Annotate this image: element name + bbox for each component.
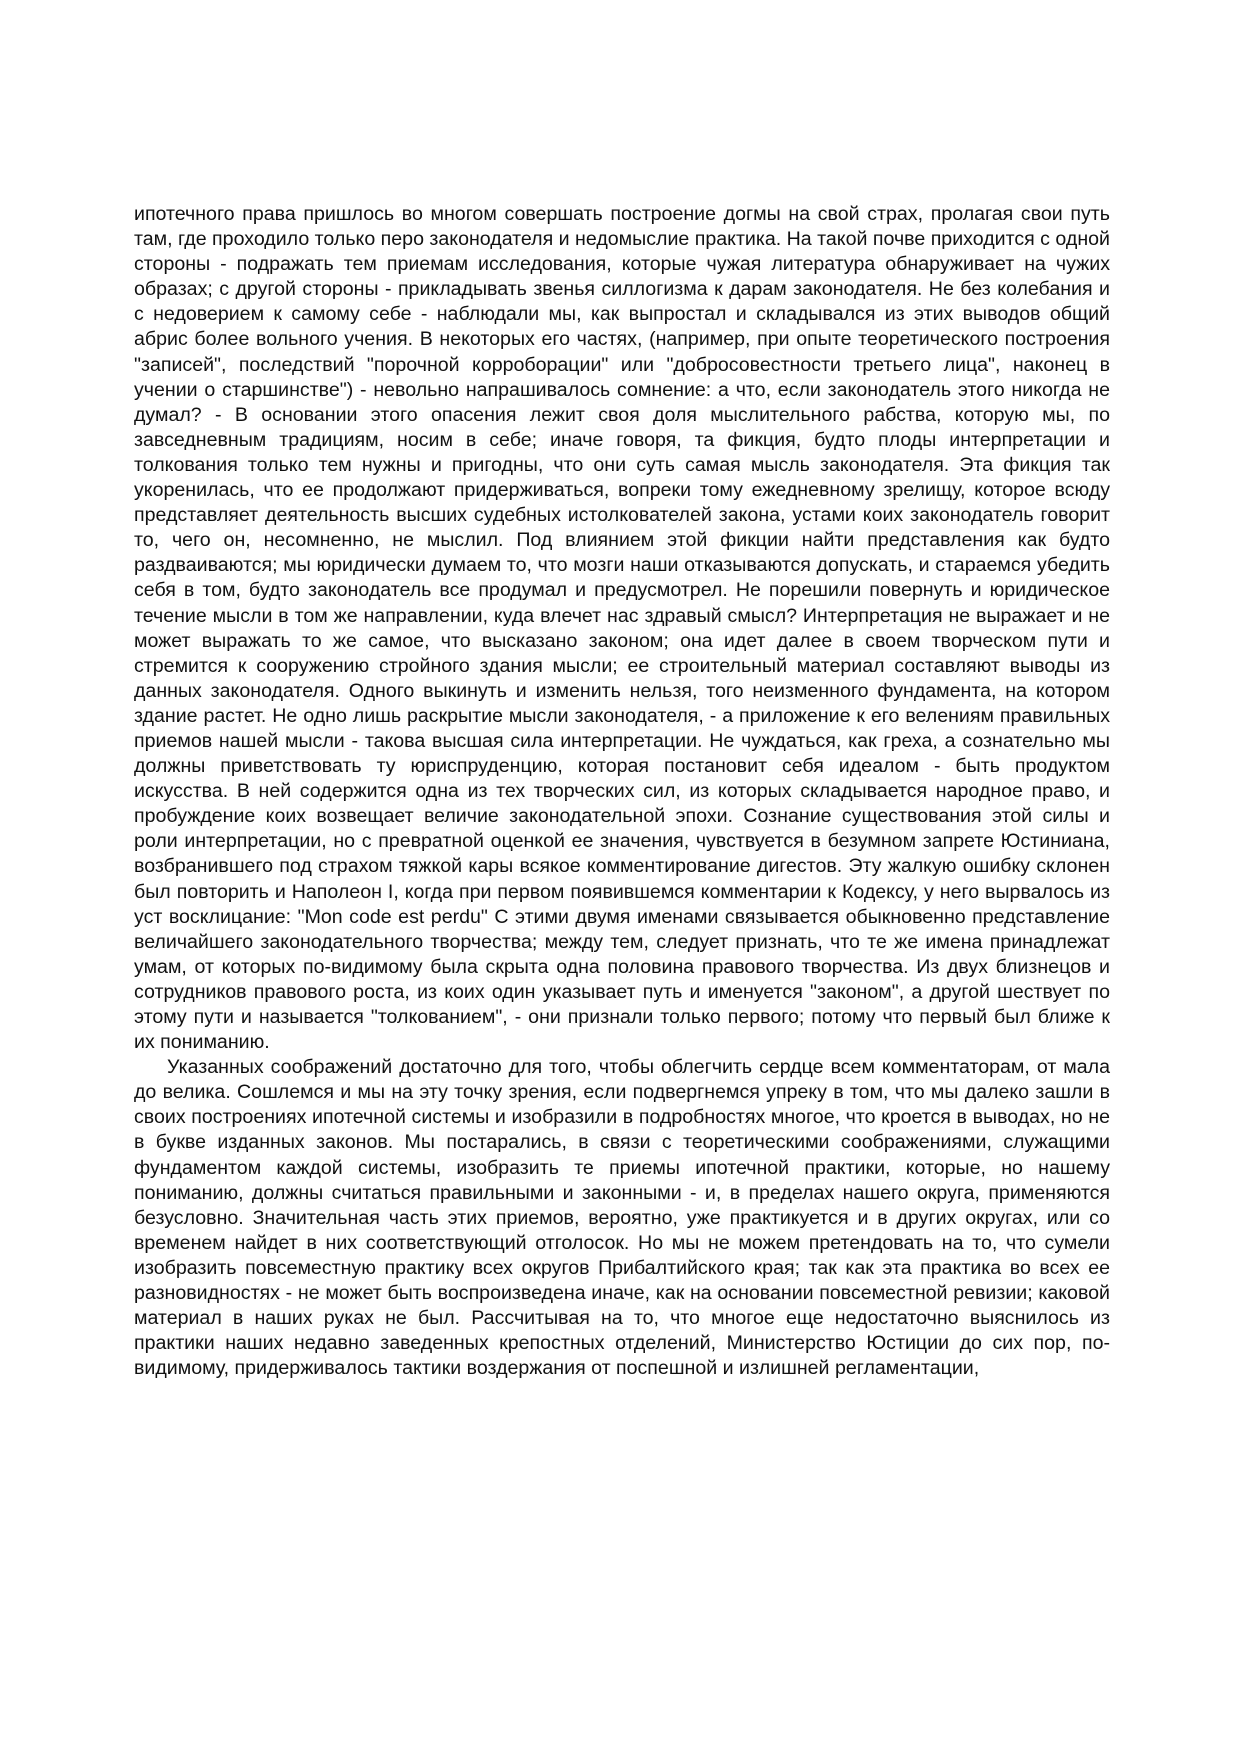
paragraph-1: ипотечного права пришлось во многом совершать построение догмы на свой страх, пролагая свои путь там, где проходило только перо законодателя и недомыслие практика. На такой почве приходится с одной стороны - подражать тем приемам исследования, которые чужая литература обнаруживает на чужих образах; с другой стороны - прикладывать звенья силлогизма к дарам законодателя. Не без колебания и с недоверием к самому себе - наблюдали мы, как выпростал и складывался из этих выводов общий абрис более вольного учения. В некоторых его частях, (например, при опыте теоретического построения "записей", последствий "порочной корроборации" или "добросовестности третьего лица", наконец в учении о старшинстве") - невольно напрашивалось сомнение: а что, если законодатель этого никогда не думал? - В основании этого опасения лежит своя доля мыслительного рабства, которую мы, по завседневным традициям, носим в себе; иначе говоря, та фикция, будто плоды интерпретации и толкования только тем нужны и пригодны, что они суть самая мысль законодателя. Эта фикция так укоренилась, что ее продолжают придерживаться, вопреки тому ежедневному зрелищу, которое всюду представляет деятельность высших судебных истолкователей закона, устами коих законодатель говорит то, чего он, несомненно, не мыслил. Под влиянием этой фикции найти представления как будто раздваиваются; мы юридически думаем то, что мозги наши отказываются допускать, и стараемся убедить себя в том, будто законодатель все продумал и предусмотрел. Не порешили повернуть и юридическое течение мысли в том же направлении, куда влечет нас здравый смысл? Интерпретация не выражает и не может выражать то же самое, что высказано законом; она идет далее в своем творческом пути и стремится к сооружению стройного здания мысли; ее строительный материал составляют выводы из данных законодателя. Одного выкинуть и изменить нельзя, того неизменного фундамента, на котором здание растет. Не одно лишь раскрытие мысли законодателя, - а приложение к его велениям правильных приемов нашей мысли - такова высшая сила интерпретации. Не чуждаться, как греха, а сознательно мы должны приветствовать ту юриспруденцию, которая постановит себя идеалом - быть продуктом искусства. В ней содержится одна из тех творческих сил, из которых складывается народное право, и пробуждение коих возвещает величие законодательной эпохи. Сознание существования этой силы и роли интерпретации, но с превратной оценкой ее значения, чувствуется в безумном запрете Юстиниана, возбранившего под страхом тяжкой кары всякое комментирование дигестов. Эту жалкую ошибку склонен был повторить и Наполеон I, когда при первом появившемся комментарии к Кодексу, у него вырвалось из уст восклицание: "Mon code est perdu" С этими двумя именами связывается обыкновенно представление величайшего законодательного творчества; между тем, следует признать, что те же имена принадлежат умам, от которых по-видимому была скрыта одна половина правового творчества. Из двух близнецов и сотрудников правового роста, из коих один указывает путь и именуется "законом", а другой шествует по этому пути и называется "толкованием", - они признали только первого; потому что первый был ближе к их пониманию.	[134, 203, 1110, 1054]
body-text	[134, 202, 1110, 1381]
paragraph-2: Указанных соображений достаточно для того, чтобы облегчить сердце всем комментаторам, от мала до велика. Сошлемся и мы на эту точку зрения, если подвергнемся упреку в том, что мы далеко зашли в своих построениях ипотечной системы и изобразили в подробностях многое, что кроется в выводах, но не в букве изданных законов. Мы постарались, в связи с теоретическими соображениями, служащими фундаментом каждой системы, изобразить те приемы ипотечной практики, которые, но нашему пониманию, должны считаться правильными и законными - и, в пределах нашего округа, применяются безусловно. Значительная часть этих приемов, вероятно, уже практикуется и в других округах, или со временем найдет в них соответствующий отголосок. Но мы не можем претендовать на то, что сумели изобразить повсеместную практику всех округов Прибалтийского края; так как эта практика во всех ее разновидностях - не может быть воспроизведена иначе, как на основании повсеместной ревизии; каковой материал в наших руках не был. Рассчитывая на то, что многое еще недостаточно выяснилось из практики наших недавно заведенных крепостных отделений, Министерство Юстиции до сих пор, по-видимому, придерживалось тактики воздержания от поспешной и излишней регламентации,	[134, 1056, 1110, 1380]
